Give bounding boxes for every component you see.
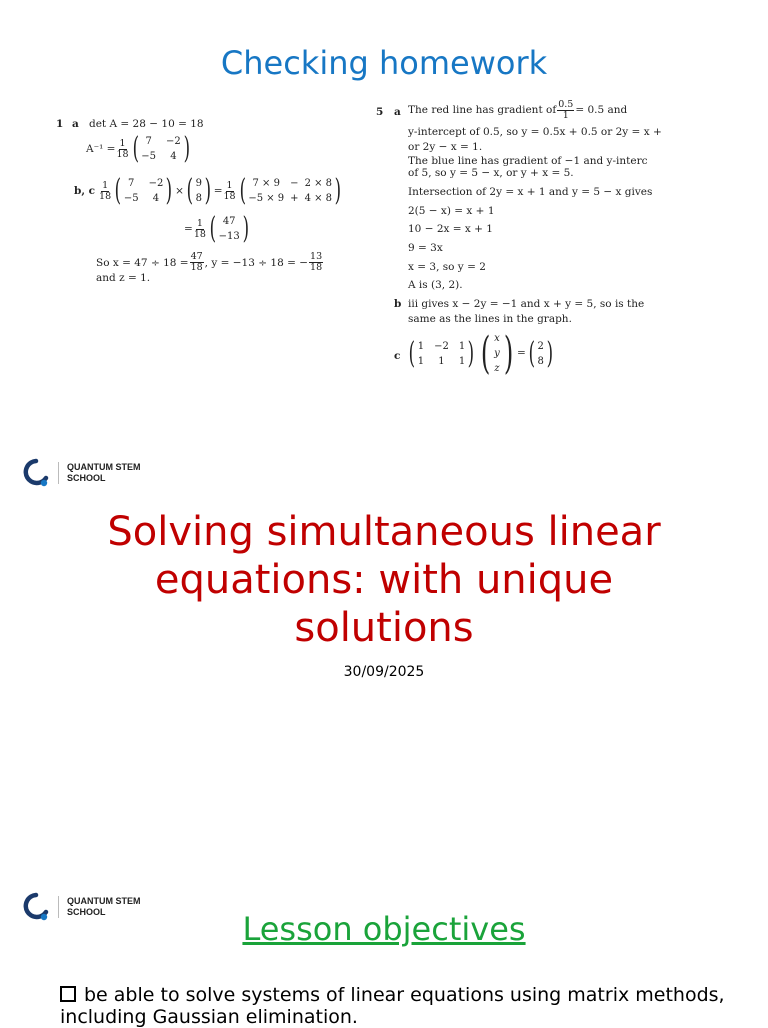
objective-text: be able to solve systems of linear equations using matrix methods, including Gaussian elimination. <box>60 984 725 1028</box>
q5-line-2: y-intercept of 0.5, so y = 0.5x + 0.5 or 2y = x + <box>408 126 662 138</box>
quantum-logo-icon <box>22 458 50 488</box>
q5-b-line-2: same as the lines in the graph. <box>408 313 572 325</box>
q5-line-8: 10 − 2x = x + 1 <box>408 223 493 235</box>
q5-line-11: A is (3, 2). <box>408 279 463 291</box>
checkbox-icon <box>60 986 76 1002</box>
q5-line-1: The red line has gradient of $\frac{0.5}{1}$ = 0.5 and <box>408 99 628 121</box>
inverse-matrix: ( 7 −2 −5 4 ) <box>132 131 190 166</box>
q1-so-line: So x = 47 ÷ 18 = $\frac{47}{18}$ , y = −13 ÷ 18 = − $\frac{13}{18}$ <box>96 251 323 273</box>
q1-bc-line: b, c $\frac{1}{18}$ ( 7 −2 −5 4 ) × ( 9 8 ) = $\frac{1}{18}$ ( 7 × 9 − 2 × 8 −5 × 9 + 4 × 8 ) <box>74 176 344 206</box>
q5-number: 5 <box>376 106 384 118</box>
q1-result: = $\frac{1}{18}$ ( 47 −13 ) <box>184 214 251 244</box>
result-vector: ( 47 −13 ) <box>209 211 249 246</box>
q5-line-9: 9 = 3x <box>408 242 443 254</box>
q5-line-7: 2(5 − x) = x + 1 <box>408 205 495 217</box>
q1-z-line: and z = 1. <box>96 272 151 284</box>
logo-text: QUANTUM STEM SCHOOL <box>58 462 141 484</box>
q5-c-equation: ( 1 −2 1 1 1 1 ) ( x y z ) = ( 2 8 ) <box>406 332 556 375</box>
q1-number: 1 <box>56 118 64 130</box>
lesson-title: Solving simultaneous linear equations: with unique solutions <box>107 509 661 651</box>
q5-a-label: a <box>394 106 401 118</box>
q5-b-label: b <box>394 298 402 310</box>
objective-item <box>60 984 750 1028</box>
q1-det-line: det A = 28 − 10 = 18 <box>89 118 204 130</box>
c-rhs: ( 2 8 ) <box>528 335 553 371</box>
q5-line-6: Intersection of 2y = x + 1 and y = 5 − x gives <box>408 186 653 198</box>
c-vars: ( x y z ) <box>480 327 514 379</box>
bc-fraction-2: $\frac{1}{18}$ <box>223 179 236 202</box>
bc-fraction: $\frac{1}{18}$ <box>99 179 112 202</box>
logo-text: QUANTUM STEM SCHOOL <box>58 896 141 918</box>
q1-a-label: a <box>72 118 79 130</box>
q1-bc-label: b, c <box>74 185 96 197</box>
bc-rhs-matrix: ( 7 × 9 − 2 × 8 −5 × 9 + 4 × 8 ) <box>239 173 342 208</box>
c-matrix: ( 1 −2 1 1 1 1 ) <box>408 335 475 371</box>
q5-line-10: x = 3, so y = 2 <box>408 261 486 273</box>
school-logo <box>22 458 141 488</box>
q5-line-3: or 2y − x = 1. <box>408 141 483 153</box>
result-fraction: $\frac{1}{18}$ <box>193 217 206 240</box>
q1-block <box>56 114 356 294</box>
bc-matrix: ( 7 −2 −5 4 ) <box>114 173 173 208</box>
q5-block <box>376 99 662 390</box>
q5-c-label: c <box>394 350 401 362</box>
q1-inverse <box>86 131 193 166</box>
q5-line-5: of 5, so y = 5 − x, or y + x = 5. <box>408 167 574 179</box>
inverse-lhs: A⁻¹ = <box>86 143 116 155</box>
inverse-fraction: $\frac{1}{18}$ <box>116 137 129 160</box>
q5-b-line-1: iii gives x − 2y = −1 and x + y = 5, so is the <box>408 298 645 310</box>
objectives-title: Lesson objectives <box>242 910 526 948</box>
homework-title: Checking homework <box>220 44 548 82</box>
lesson-date: 30/09/2025 <box>343 664 425 680</box>
q5-line-4: The blue line has gradient of −1 and y-interc <box>408 155 648 167</box>
bc-vector: ( 9 8 ) <box>186 173 212 208</box>
